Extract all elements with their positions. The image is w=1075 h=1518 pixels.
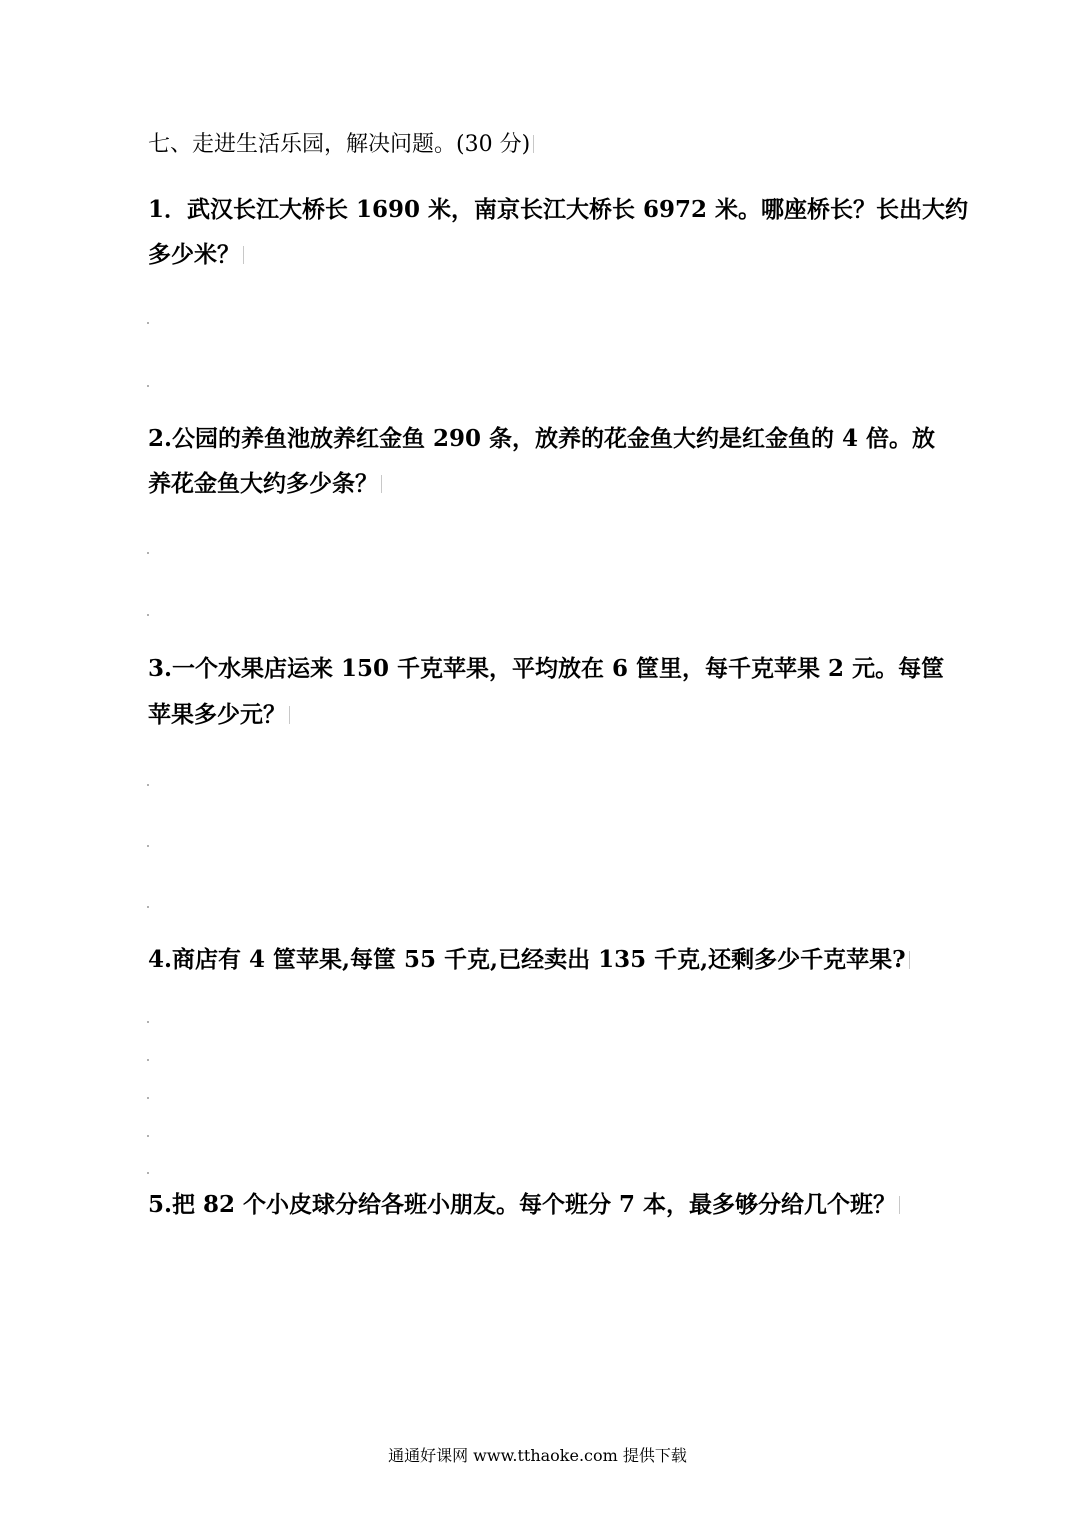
question-2-line-2 [148,469,382,499]
page-footer: 通通好课网 www.tthaoke.com 提供下载 [388,1446,687,1465]
answer-space-marker [147,845,149,847]
question-3-line-2 [148,700,290,730]
paragraph-mark [909,951,910,969]
answer-space-marker [147,614,149,616]
answer-space-marker [147,1135,149,1137]
answer-space-marker [147,1172,149,1174]
paragraph-mark [289,706,290,724]
section-heading [148,130,534,160]
section-heading-text: 七、走进生活乐园，解决问题。(30 分) [148,132,531,157]
question-1-line-2-text: 多少米？ [148,241,240,268]
question-4-line-1-text: 4.商店有 4 筐苹果,每筐 55 千克,已经卖出 135 千克,还剩多少千克苹果? [148,946,906,973]
paragraph-mark [899,1196,900,1214]
answer-space-marker [147,906,149,908]
question-1-line-1: 1．武汉长江大桥长 1690 米，南京长江大桥长 6972 米。哪座桥长？长出大约 [148,196,969,223]
answer-space-marker [147,552,149,554]
question-3-line-2-text: 苹果多少元？ [148,701,286,728]
paragraph-mark [533,135,534,153]
question-2-line-1: 2.公园的养鱼池放养红金鱼 290 条，放养的花金鱼大约是红金鱼的 4 倍。放 [148,425,936,452]
question-2-line-2-text: 养花金鱼大约多少条？ [148,470,378,497]
question-3-line-1: 3.一个水果店运来 150 千克苹果，平均放在 6 筐里，每千克苹果 2 元。每筐 [148,655,945,682]
answer-space-marker [147,322,149,324]
paragraph-mark [381,475,382,493]
answer-space-marker [147,385,149,387]
paragraph-mark [243,246,244,264]
answer-space-marker [147,1097,149,1099]
answer-space-marker [147,1021,149,1023]
answer-space-marker [147,784,149,786]
question-4-line-1 [148,945,910,975]
question-1-line-2 [148,240,244,270]
answer-space-marker [147,1059,149,1061]
question-5-line-1 [148,1190,900,1220]
question-5-line-1-text: 5.把 82 个小皮球分给各班小朋友。每个班分 7 本，最多够分给几个班？ [148,1191,897,1218]
